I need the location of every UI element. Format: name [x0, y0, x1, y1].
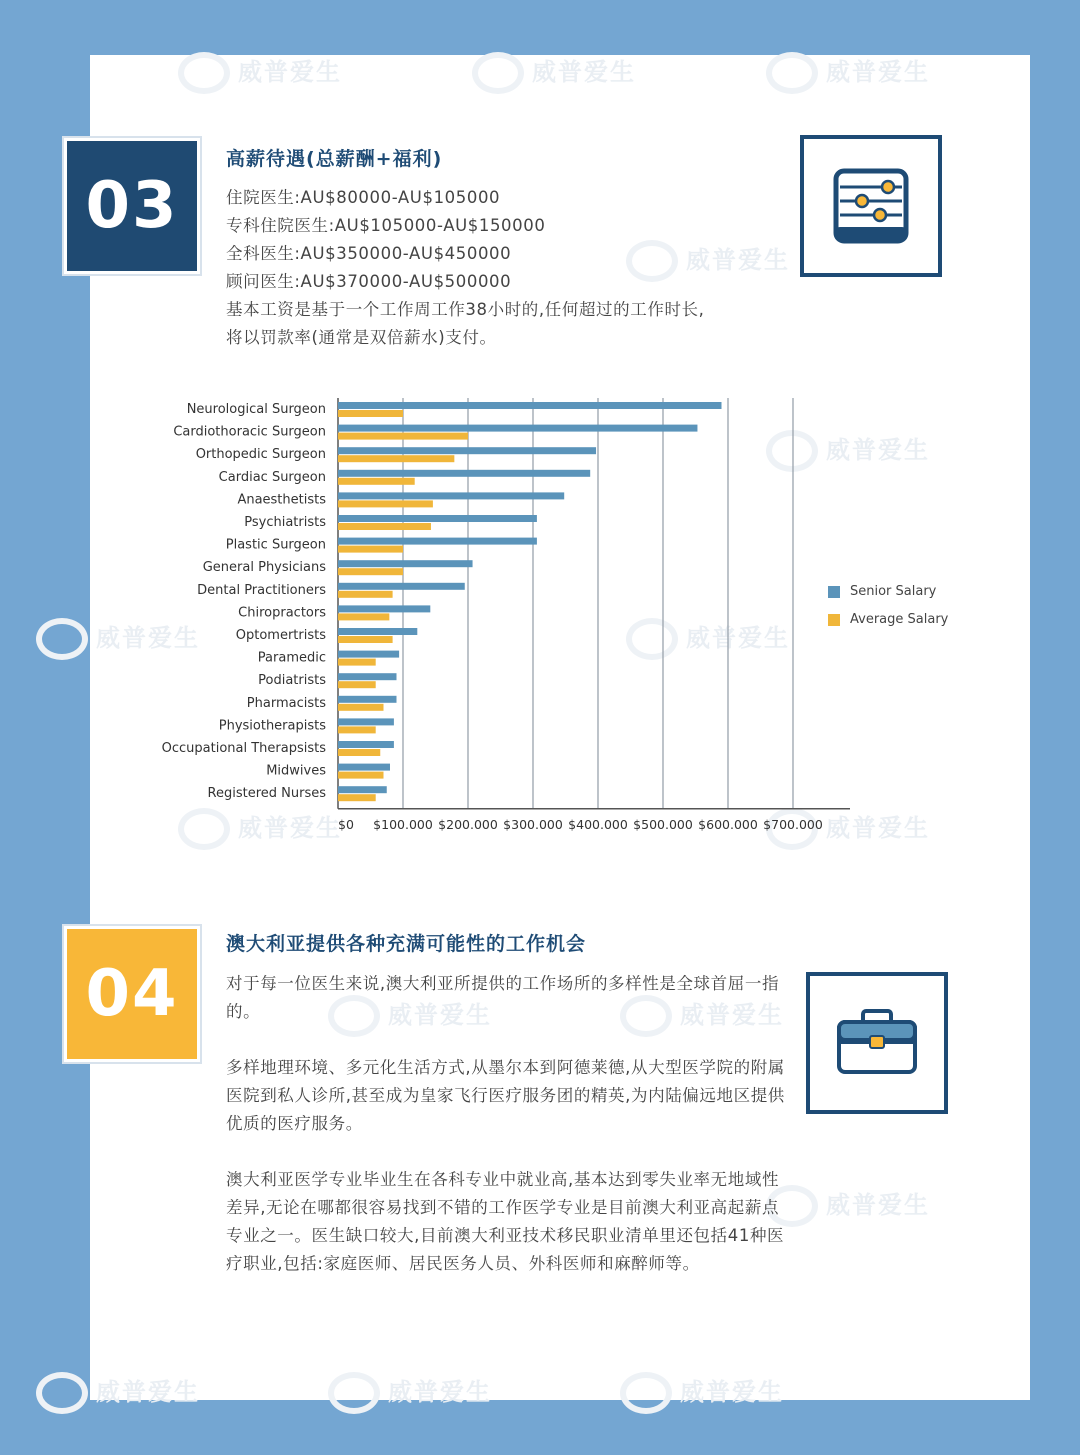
bar-senior	[338, 583, 465, 590]
watermark: 威普爱生	[36, 1372, 200, 1414]
watermark: 威普爱生	[766, 52, 930, 94]
x-tick-label: $300.000	[503, 816, 563, 832]
watermark: 威普爱生	[328, 995, 492, 1037]
bar-senior	[338, 673, 397, 680]
bar-senior	[338, 786, 387, 793]
bar-average	[338, 772, 384, 779]
section-number-03: 03	[64, 138, 200, 274]
legend-label-senior: Senior Salary	[850, 584, 937, 599]
bar-senior	[338, 651, 399, 658]
bar-senior	[338, 718, 394, 725]
note-line: 将以罚款率(通常是双倍薪水)支付。	[226, 328, 497, 347]
category-label: Podiatrists	[258, 673, 326, 689]
legend-item-senior	[828, 584, 948, 599]
bar-senior	[338, 538, 537, 545]
bar-senior	[338, 696, 397, 703]
x-tick-label: $400.000	[568, 816, 628, 832]
bar-average	[338, 478, 415, 485]
salary-line: 住院医生:AU$80000-AU$105000	[226, 188, 501, 207]
bar-average	[338, 681, 376, 688]
bar-average	[338, 410, 403, 417]
category-label: Physiotherapists	[218, 718, 326, 734]
note-line: 基本工资是基于一个工作周工作38小时的,任何超过的工作时长,	[226, 300, 705, 319]
bar-average	[338, 523, 431, 530]
bar-average	[338, 659, 376, 666]
category-label: Plastic Surgeon	[225, 537, 326, 553]
watermark-logo-icon	[36, 618, 88, 660]
legend-swatch-average	[828, 614, 840, 626]
watermark: 威普爱生	[766, 430, 930, 472]
paragraph: 澳大利亚医学专业毕业生在各科专业中就业高,基本达到零失业率无地域性差异,无论在哪都很容易找到不错的工作医学专业是目前澳大利亚高起薪点专业之一。医生缺口较大,目前澳大利亚技术移民职业清单里还包括41种医疗职业,包括:家庭医师、居民医务人员、外科医师和麻醉师等。	[226, 1170, 785, 1273]
bar-average	[338, 636, 393, 643]
bar-senior	[338, 605, 430, 612]
watermark: 威普爱生	[178, 808, 342, 850]
watermark: 威普爱生	[766, 808, 930, 850]
category-label: Anaesthetists	[237, 492, 326, 508]
x-tick-label: $200.000	[438, 816, 498, 832]
bar-senior	[338, 447, 596, 454]
watermark: 威普爱生	[328, 1372, 492, 1414]
category-label: Dental Practitioners	[197, 582, 326, 598]
watermark: 威普爱生	[472, 52, 636, 94]
category-label: Neurological Surgeon	[186, 402, 326, 417]
x-tick-label: $100.000	[373, 816, 433, 832]
watermark: 威普爱生	[620, 995, 784, 1037]
watermark: 威普爱生	[620, 1372, 784, 1414]
watermark: 威普爱生	[178, 52, 342, 94]
bar-average	[338, 794, 376, 801]
paragraph: 对于每一位医生来说,澳大利亚所提供的工作场所的多样性是全球首屈一指的。	[226, 974, 780, 1021]
category-label: Cardiac Surgeon	[218, 469, 326, 485]
bar-senior	[338, 470, 590, 477]
bar-senior	[338, 560, 473, 567]
x-tick-label: $0	[338, 816, 354, 832]
section-03-title: 高薪待遇(总薪酬+福利)	[226, 148, 443, 170]
watermark-logo-icon	[36, 1372, 88, 1414]
paragraph: 多样地理环境、多元化生活方式,从墨尔本到阿德莱德,从大型医学院的附属医院到私人诊所,甚至成为皇家飞行医疗服务团的精英,为内陆偏远地区提供优质的医疗服务。	[226, 1058, 785, 1133]
legend-label-average: Average Salary	[850, 612, 949, 627]
category-label: Chiropractors	[238, 605, 326, 621]
bar-senior	[338, 402, 722, 409]
bar-average	[338, 704, 384, 711]
category-label: General Physicians	[202, 560, 326, 576]
abacus-icon	[830, 165, 912, 247]
section-number-04: 04	[64, 926, 200, 1062]
briefcase-icon	[835, 1008, 919, 1078]
category-label: Orthopedic Surgeon	[195, 447, 326, 463]
bar-average	[338, 546, 403, 553]
section-04-body	[226, 970, 786, 1278]
bar-average	[338, 455, 454, 462]
x-tick-label: $700.000	[763, 816, 823, 832]
chart-legend	[828, 584, 948, 640]
watermark: 威普爱生	[766, 1185, 930, 1227]
legend-item-average	[828, 612, 948, 627]
category-label: Pharmacists	[246, 695, 326, 711]
bar-senior	[338, 425, 697, 432]
x-tick-label: $600.000	[698, 816, 758, 832]
legend-swatch-senior	[828, 586, 840, 598]
bar-senior	[338, 764, 390, 771]
bar-average	[338, 726, 376, 733]
salary-line: 顾问医生:AU$370000-AU$500000	[226, 272, 512, 291]
salary-line: 专科住院医生:AU$105000-AU$150000	[226, 216, 546, 235]
briefcase-icon-frame	[806, 972, 948, 1114]
salary-line: 全科医生:AU$350000-AU$450000	[226, 244, 512, 263]
category-label: Registered Nurses	[207, 786, 326, 802]
bar-average	[338, 749, 380, 756]
watermark: 威普爱生	[36, 618, 200, 660]
category-label: Psychiatrists	[244, 515, 326, 530]
bar-average	[338, 568, 403, 575]
bar-average	[338, 500, 433, 507]
bar-average	[338, 613, 389, 620]
bar-average	[338, 591, 393, 598]
bar-senior	[338, 492, 564, 499]
category-label: Cardiothoracic Surgeon	[173, 424, 326, 440]
category-label: Occupational Therapsists	[161, 741, 326, 756]
category-label: Optomertrists	[235, 628, 326, 643]
bar-senior	[338, 628, 417, 635]
abacus-icon-frame	[800, 135, 942, 277]
x-tick-label: $500.000	[633, 816, 693, 832]
watermark: 威普爱生	[626, 240, 790, 282]
category-label: Paramedic	[257, 650, 326, 666]
section-04-title: 澳大利亚提供各种充满可能性的工作机会	[226, 933, 587, 955]
watermark: 威普爱生	[626, 618, 790, 660]
bar-average	[338, 433, 468, 440]
section-03-body	[226, 184, 786, 352]
bar-senior	[338, 741, 394, 748]
bar-senior	[338, 515, 537, 522]
category-label: Midwives	[266, 763, 326, 779]
